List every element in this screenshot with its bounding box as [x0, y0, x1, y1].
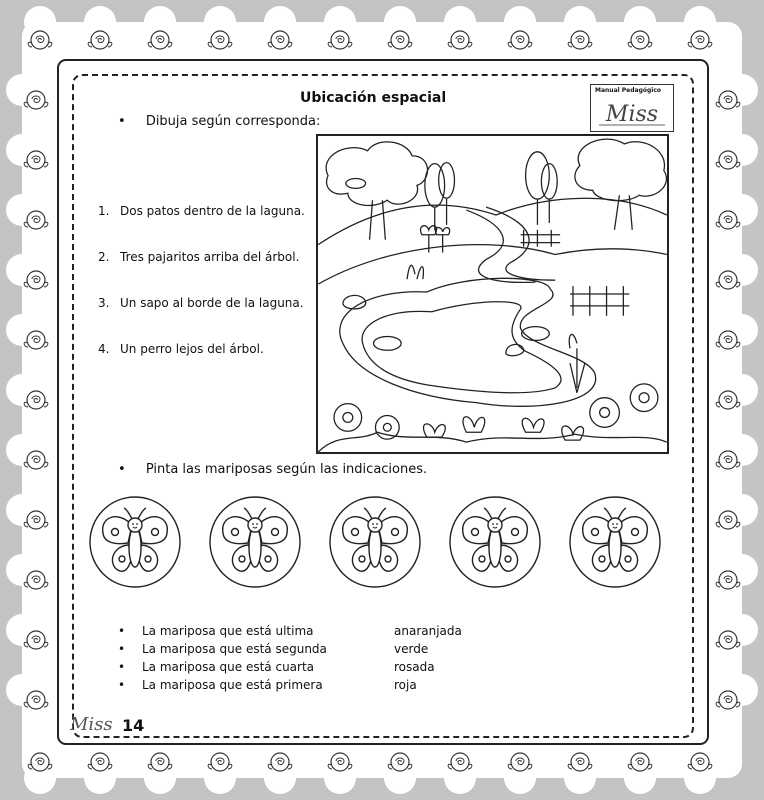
list-item: • La mariposa que está ultima anaranjada	[118, 624, 462, 638]
list-item: • La mariposa que está primera roja	[118, 678, 417, 692]
brand-logo	[591, 93, 673, 131]
list-item: • La mariposa que está cuarta rosada	[118, 660, 435, 674]
park-scene-illustration	[316, 134, 669, 454]
butterfly-3	[328, 495, 422, 589]
list-item: 2. Tres pajaritos arriba del árbol.	[98, 250, 300, 264]
section-coloring-instruction: • Pinta las mariposas según las indicaciones.	[118, 462, 428, 477]
section-drawing-instruction: • Dibuja según corresponda:	[118, 114, 321, 129]
list-item: 4. Un perro lejos del árbol.	[98, 342, 264, 356]
brand-logo-text: Miss	[605, 102, 659, 127]
butterfly-2	[208, 495, 302, 589]
list-item: • La mariposa que está segunda verde	[118, 642, 429, 656]
page-number: 14	[122, 716, 145, 735]
brand-small-text: Manual Pedagógico	[595, 87, 662, 94]
butterfly-color-list	[118, 622, 462, 694]
drawing-instruction-list	[98, 204, 305, 388]
list-item: 1. Dos patos dentro de la laguna.	[98, 204, 305, 218]
butterfly-5	[568, 495, 662, 589]
page-title: Ubicación espacial	[300, 90, 447, 106]
list-item: 3. Un sapo al borde de la laguna.	[98, 296, 304, 310]
butterfly-row	[88, 495, 678, 593]
footer-logo	[68, 710, 124, 738]
footer-logo-text: Miss	[70, 714, 113, 735]
butterfly-4	[448, 495, 542, 589]
brand-box	[590, 84, 674, 132]
butterfly-1	[88, 495, 182, 589]
